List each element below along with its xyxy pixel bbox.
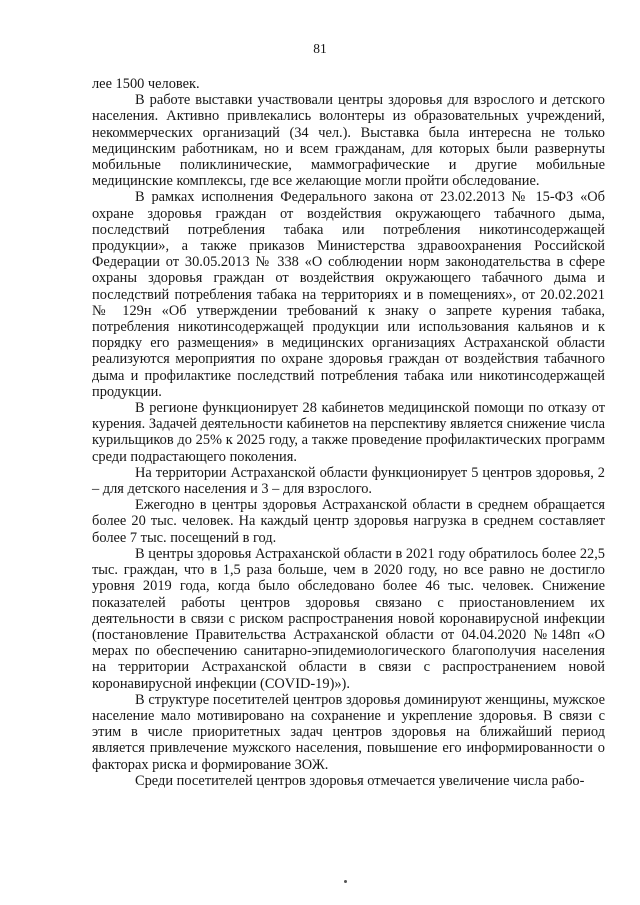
paragraph-visitor-trend: Среди посетителей центров здоровья отмечается увеличение числа рабо- xyxy=(135,772,585,789)
page-number: 81 xyxy=(313,41,327,56)
paragraph-cabinets: В регионе функционирует 28 кабинетов медицинской помощи по отказу от курения. Задачей деятельности кабинетов на перспективу является снижение числа курильщиков до 25% к 2025 году, а также проведение профилактических программ среди подрастающего поколения. xyxy=(92,400,605,465)
scan-dot-mark xyxy=(344,880,347,883)
paragraph-federal-law: В рамках исполнения Федерального закона от 23.02.2013 № 15-ФЗ «Об охране здоровья граждан от воздействия окружающего табачного дыма, последствий потребления табака или потребления никотинсодержащей продукции», а также приказов Министерства здравоохранения Российской Федерации от 30.05.2013 № 338 «О соблюдении норм законодательства в сфере охраны здоровья граждан от воздействия окружающего табачного дыма и последствий потребления табака на территориях и в помещениях», от 20.02.2021 № 129н «Об утверждении требований к знаку о запрете курения табака, потребления никотинсодержащей продукции или использования кальянов и к порядку его размещения» в медицинских организациях Астраханской области реализуются мероприятия по охране здоровья граждан от воздействия табачного дыма и профилактике последствий потребления табака или никотинсодержащей продукции. xyxy=(92,189,605,400)
paragraph-health-centers: На территории Астраханской области функционирует 5 центров здоровья, 2 – для детского населения и 3 – для взрослого. xyxy=(92,464,605,498)
paragraph-continuation: лее 1500 человек. xyxy=(92,76,200,92)
paragraph-annual-visits: Ежегодно в центры здоровья Астраханской области в среднем обращается более 20 тыс. человек. На каждый центр здоровья нагрузка в среднем составляет более 7 тыс. посещений в год. xyxy=(92,497,605,546)
document-body xyxy=(92,76,605,789)
paragraph-visitor-structure: В структуре посетителей центров здоровья доминируют женщины, мужское население мало мотивировано на сохранение и укрепление здоровья. В связи с этим в числе приоритетных задач центров здоровья на ближайший период является привлечение мужского населения, повышение его информированности о факторах риска и формирование ЗОЖ. xyxy=(92,691,605,773)
paragraph-exhibition: В работе выставки участвовали центры здоровья для взрослого и детского населения. Активно привлекались волонтеры из образовательных учреждений, некоммерческих организаций (34 чел.). Выставка была интересна не только медицинским работникам, но и всем гражданам, для которых были развернуты мобильные поликлинические, маммографические и другие мобильные медицинские комплексы, где все желающие могли пройти обследование. xyxy=(92,92,605,190)
paragraph-2021-statistics: В центры здоровья Астраханской области в 2021 году обратилось более 22,5 тыс. граждан, что в 1,5 раза больше, чем в 2020 году, но все равно не достигло уровня 2019 года, когда было обследовано более 46 тыс. человек. Снижение показателей работы центров здоровья связано с приостановлением их деятельности в связи с риском распространения новой коронавирусной инфекции (постановление Правительства Астраханской области от 04.04.2020 №148п «О мерах по обеспечению санитарно-эпидемиологического благополучия населения на территории Астраханской области в связи с распространением новой коронавирусной инфекции (COVID-19)»). xyxy=(92,545,605,692)
